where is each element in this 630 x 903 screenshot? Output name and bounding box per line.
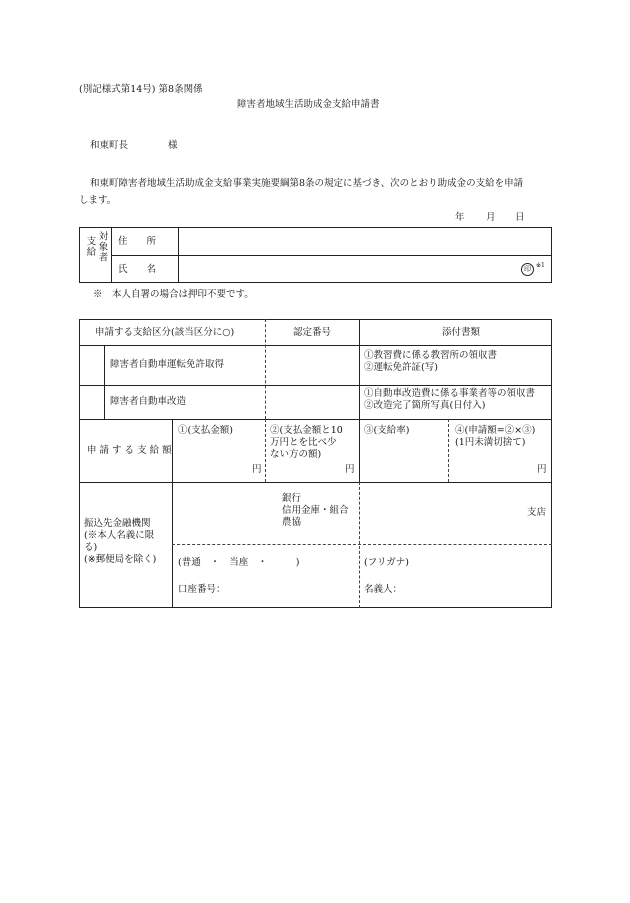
bank-branch-field[interactable] (361, 485, 521, 541)
row-license-cert-number-field[interactable] (267, 347, 357, 383)
row-modification-label: 障害者自動車改造 (110, 396, 187, 407)
bank-name-field[interactable] (174, 485, 279, 541)
header-attachments: 添付書類 (442, 327, 481, 338)
furigana-field[interactable] (420, 553, 548, 571)
amount-col1-label: ①(支払金額) (178, 425, 233, 436)
furigana-label: (フリガナ) (364, 557, 409, 568)
amount-col1-field[interactable] (174, 440, 262, 462)
amount-col4-label: ④(申請額=②×③) (1円未満切捨て) (455, 425, 536, 448)
bank-branch-label: 支店 (527, 507, 547, 518)
amount-col2-label: ②(支払金額と10 万円とを比べ少 ない方の額) (270, 425, 343, 460)
account-holder-label: 名義人： (364, 584, 403, 595)
form-reference: (別記様式第14号) 第8条関係 (79, 84, 203, 95)
applicant-group-label-a: 支給 (84, 236, 96, 257)
bank-label: 振込先金融機関 (※本人名義に限 る) (※郵便局を除く) (84, 518, 157, 565)
amount-col4-field[interactable] (450, 450, 534, 480)
row-license-attachments: ①教習費に係る教習所の領収書 ②運転免許証(写) (364, 350, 498, 373)
bank-institution-types: 銀行 信用金庫・組合 農協 (282, 493, 349, 528)
amount-col3-label: ③(支給率) (364, 425, 410, 436)
amount-col2-unit: 円 (345, 464, 355, 475)
date-year: 年 (455, 212, 465, 223)
amount-col2-field[interactable] (267, 462, 343, 480)
amount-col1-unit: 円 (252, 464, 262, 475)
amount-col3-field[interactable] (361, 440, 446, 480)
name-label: 氏 名 (118, 264, 157, 275)
document-title: 障害者地域生活助成金支給申請書 (237, 99, 380, 110)
seal-mark: 印 (521, 263, 534, 276)
row-license-label: 障害者自動車運転免許取得 (110, 359, 225, 370)
date-day: 日 (515, 212, 525, 223)
applicant-group-label-b: 対象者 (96, 231, 108, 263)
row-license-select-cell[interactable] (81, 347, 103, 383)
addressee-name: 和東町長 (90, 140, 129, 151)
address-label: 住 所 (118, 236, 157, 247)
body-text-line2: します。 (79, 195, 117, 206)
amount-col4-unit: 円 (537, 464, 547, 475)
row-modification-cert-number-field[interactable] (267, 387, 357, 417)
account-type-options[interactable]: (普通 ・ 当座 ・ ) (178, 557, 300, 568)
body-text-line1: 和東町障害者地域生活助成金支給事業実施要綱第8条の規定に基づき、次のとおり助成金の支給を申請 (90, 178, 524, 189)
header-category: 申請する支給区分(該当区分に○) (95, 327, 235, 338)
date-month: 月 (486, 212, 496, 223)
account-holder-field[interactable] (410, 580, 548, 600)
seal-note: ※ 本人自署の場合は押印不要です。 (93, 289, 254, 300)
addressee-honorific: 様 (168, 140, 178, 151)
seal-note-marker: ※1 (536, 262, 545, 269)
row-modification-attachments: ①自動車改造費に係る事業者等の領収書 ②改造完了箇所写真(日付入) (364, 388, 536, 411)
name-field[interactable] (180, 257, 510, 281)
row-modification-select-cell[interactable] (81, 387, 103, 417)
account-number-label: 口座番号： (178, 584, 226, 595)
header-cert-number: 認定番号 (293, 327, 332, 338)
address-field[interactable] (180, 229, 550, 253)
amount-label: 申 請 す る 支 給 額 (87, 445, 172, 456)
account-number-field[interactable] (230, 580, 355, 600)
